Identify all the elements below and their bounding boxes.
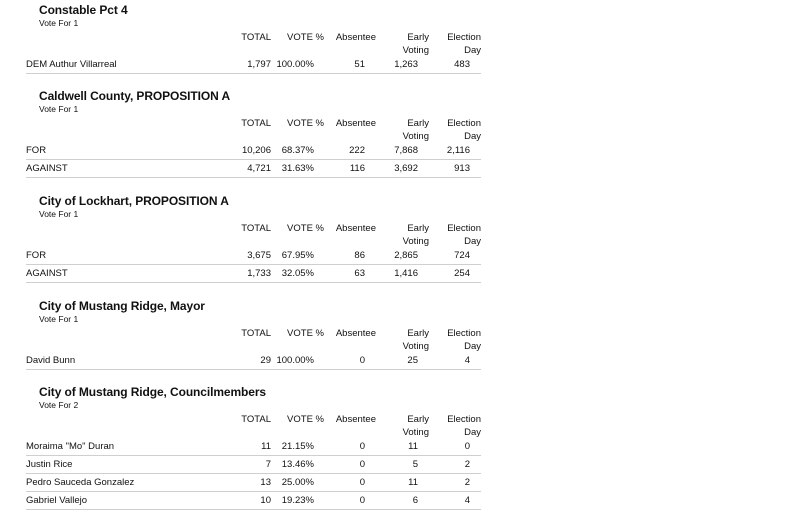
race-title: Caldwell County, PROPOSITION A [39, 89, 231, 103]
vote-for-label: Vote For 1 [39, 18, 79, 28]
header-absentee: Absentee [335, 118, 376, 129]
early-voting-value: 1,416 [394, 268, 418, 279]
header-vote-pct: VOTE % [287, 32, 324, 43]
absentee-value: 86 [354, 250, 365, 261]
vote-pct-value: 100.00% [276, 355, 314, 366]
absentee-value: 116 [349, 163, 365, 174]
candidate-name: Justin Rice [26, 459, 73, 470]
total-value: 1,733 [247, 268, 271, 279]
race-title: City of Mustang Ridge, Mayor [39, 299, 205, 313]
race-title: City of Mustang Ridge, Councilmembers [39, 385, 266, 399]
election-day-value: 2 [464, 459, 470, 470]
vote-pct-value: 100.00% [276, 59, 314, 70]
header-election-day: Election Day [447, 223, 481, 247]
table-row [26, 265, 481, 283]
header-total: TOTAL [241, 223, 271, 234]
early-voting-value: 11 [408, 441, 418, 452]
header-absentee: Absentee [335, 414, 376, 425]
vote-pct-value: 31.63% [281, 163, 314, 174]
vote-for-label: Vote For 1 [39, 104, 79, 114]
vote-pct-value: 68.37% [281, 145, 314, 156]
header-total: TOTAL [241, 328, 271, 339]
total-value: 11 [261, 441, 271, 452]
table-row [26, 474, 481, 492]
table-row [26, 352, 481, 370]
early-voting-value: 5 [412, 459, 418, 470]
early-voting-value: 3,692 [394, 163, 418, 174]
header-total: TOTAL [241, 414, 271, 425]
total-value: 4,721 [247, 163, 271, 174]
table-row [26, 438, 481, 456]
election-day-value: 724 [454, 250, 470, 261]
header-total: TOTAL [241, 32, 271, 43]
table-row [26, 492, 481, 510]
candidate-name: Pedro Sauceda Gonzalez [26, 477, 135, 488]
header-vote-pct: VOTE % [287, 414, 324, 425]
header-vote-pct: VOTE % [287, 118, 324, 129]
election-day-value: 254 [454, 268, 470, 279]
election-day-value: 2 [464, 477, 470, 488]
header-vote-pct: VOTE % [287, 223, 324, 234]
vote-pct-value: 25.00% [281, 477, 314, 488]
header-early-voting: Early Voting [402, 223, 429, 247]
table-row [26, 142, 481, 160]
candidate-name: FOR [26, 145, 47, 156]
header-early-voting: Early Voting [402, 32, 429, 56]
early-voting-value: 2,865 [394, 250, 418, 261]
total-value: 3,675 [247, 250, 271, 261]
race-mustang-ridge-councilmembers [0, 385, 800, 506]
header-vote-pct: VOTE % [287, 328, 324, 339]
vote-pct-value: 21.15% [281, 441, 314, 452]
header-early-voting: Early Voting [402, 328, 429, 352]
race-title: Constable Pct 4 [39, 3, 128, 17]
vote-pct-value: 19.23% [281, 495, 314, 506]
total-value: 10 [260, 495, 271, 506]
absentee-value: 222 [349, 145, 365, 156]
candidate-name: AGAINST [26, 163, 68, 174]
header-election-day: Election Day [447, 32, 481, 56]
absentee-value: 0 [359, 441, 365, 452]
header-total: TOTAL [241, 118, 271, 129]
vote-for-label: Vote For 1 [39, 209, 79, 219]
table-row [26, 247, 481, 265]
total-value: 29 [260, 355, 271, 366]
election-day-value: 913 [454, 163, 470, 174]
early-voting-value: 1,263 [394, 59, 418, 70]
header-election-day: Election Day [447, 118, 481, 142]
total-value: 7 [265, 459, 271, 470]
table-row [26, 56, 481, 74]
total-value: 10,206 [241, 145, 271, 156]
vote-pct-value: 67.95% [281, 250, 314, 261]
header-early-voting: Early Voting [402, 414, 429, 438]
header-absentee: Absentee [335, 32, 376, 43]
candidate-name: David Bunn [26, 355, 76, 366]
election-day-value: 0 [464, 441, 470, 452]
table-row [26, 456, 481, 474]
absentee-value: 0 [359, 459, 365, 470]
header-election-day: Election Day [447, 328, 481, 352]
candidate-name: Moraima "Mo" Duran [26, 441, 115, 452]
total-value: 13 [260, 477, 271, 488]
vote-pct-value: 13.46% [281, 459, 314, 470]
header-early-voting: Early Voting [402, 118, 429, 142]
header-absentee: Absentee [335, 328, 376, 339]
absentee-value: 63 [354, 268, 365, 279]
election-day-value: 483 [454, 59, 470, 70]
vote-for-label: Vote For 1 [39, 314, 79, 324]
total-value: 1,797 [247, 59, 271, 70]
header-election-day: Election Day [447, 414, 481, 438]
table-row [26, 160, 481, 178]
election-day-value: 4 [464, 355, 470, 366]
candidate-name: FOR [26, 250, 47, 261]
vote-for-label: Vote For 2 [39, 400, 79, 410]
race-title: City of Lockhart, PROPOSITION A [39, 194, 229, 208]
candidate-name: AGAINST [26, 268, 68, 279]
early-voting-value: 11 [408, 477, 418, 488]
absentee-value: 51 [354, 59, 365, 70]
election-day-value: 2,116 [446, 145, 470, 156]
absentee-value: 0 [359, 355, 365, 366]
absentee-value: 0 [359, 477, 365, 488]
early-voting-value: 6 [412, 495, 418, 506]
early-voting-value: 7,868 [394, 145, 418, 156]
early-voting-value: 25 [407, 355, 418, 366]
election-day-value: 4 [464, 495, 470, 506]
header-absentee: Absentee [335, 223, 376, 234]
candidate-name: Gabriel Vallejo [26, 495, 88, 506]
candidate-name: DEM Authur Villarreal [26, 59, 117, 70]
vote-pct-value: 32.05% [281, 268, 314, 279]
absentee-value: 0 [359, 495, 365, 506]
